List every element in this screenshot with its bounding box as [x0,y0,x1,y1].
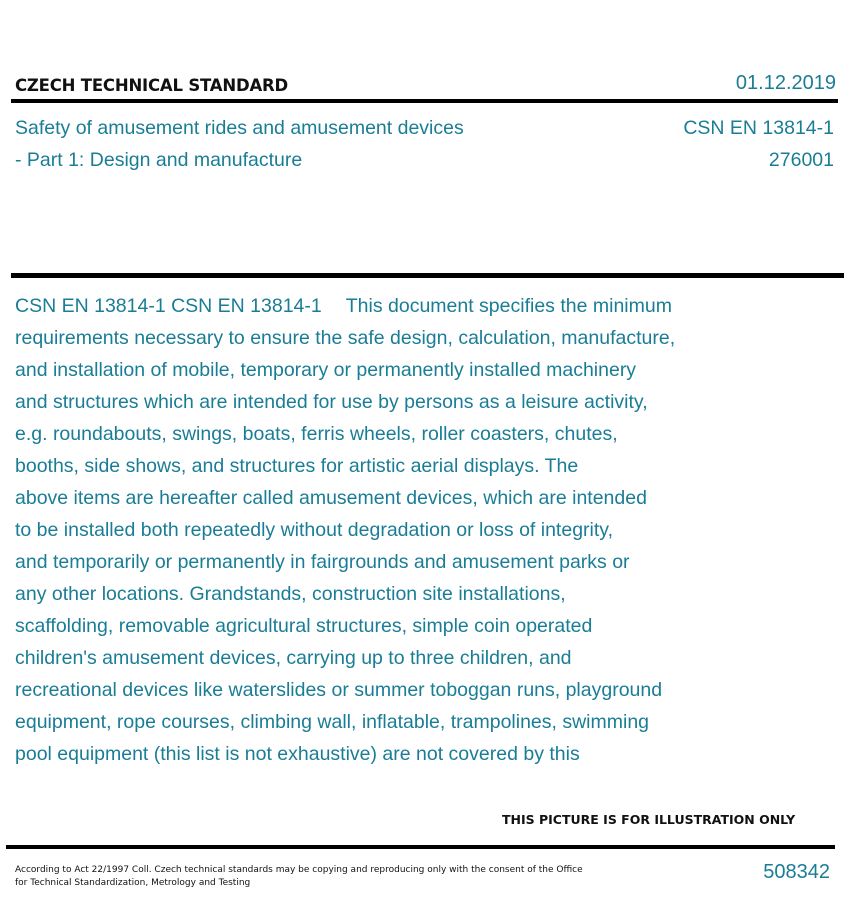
abstract-line: scaffolding, removable agricultural structures, simple coin operated [15,615,593,637]
illustration-disclaimer: THIS PICTURE IS FOR ILLUSTRATION ONLY [502,812,796,827]
copyright-notice [15,864,615,890]
abstract-line: and structures which are intended for use by persons as a leisure activity, [15,391,648,413]
abstract-line: above items are hereafter called amusement devices, which are intended [15,487,647,509]
abstract-line: pool equipment (this list is not exhaustive) are not covered by this [15,743,580,765]
abstract-prefix: CSN EN 13814-1 CSN EN 13814-1 [15,295,322,317]
abstract-line: requirements necessary to ensure the safe design, calculation, manufacture, [15,327,676,349]
document-type-heading: CZECH TECHNICAL STANDARD [15,76,289,95]
abstract-line: children's amusement devices, carrying up to three children, and [15,647,572,669]
abstract-line-text: This document specifies the minimum [345,295,672,317]
abstract-line [15,290,755,322]
abstract-line: to be installed both repeatedly without degradation or loss of integrity, [15,519,614,541]
standard-code: CSN EN 13814-1 [683,117,834,139]
copyright-notice-line: for Technical Standardization, Metrology and Testing [15,878,251,888]
section-divider [11,273,844,278]
footer-divider [6,845,835,849]
standard-classification: 276001 [768,149,834,171]
abstract-line: e.g. roundabouts, swings, boats, ferris wheels, roller coasters, chutes, [15,423,618,445]
abstract-line: and installation of mobile, temporary or permanently installed machinery [15,359,637,381]
abstract-line: equipment, rope courses, climbing wall, inflatable, trampolines, swimming [15,711,650,733]
standard-title-line-2: - Part 1: Design and manufacture [15,149,303,171]
abstract-line: recreational devices like waterslides or summer toboggan runs, playground [15,679,663,701]
abstract-line: booths, side shows, and structures for artistic aerial displays. The [15,455,579,477]
abstract-line: any other locations. Grandstands, construction site installations, [15,583,566,605]
abstract-line: and temporarily or permanently in fairgrounds and amusement parks or [15,551,630,573]
copyright-notice-line: According to Act 22/1997 Coll. Czech technical standards may be copying and reproducing only with the consent of the Office [15,865,583,875]
publication-date: 01.12.2019 [735,72,836,94]
abstract-text [15,290,755,770]
standard-title-line-1: Safety of amusement rides and amusement devices [15,117,464,139]
document-id: 508342 [763,861,830,883]
header-divider [11,99,838,103]
